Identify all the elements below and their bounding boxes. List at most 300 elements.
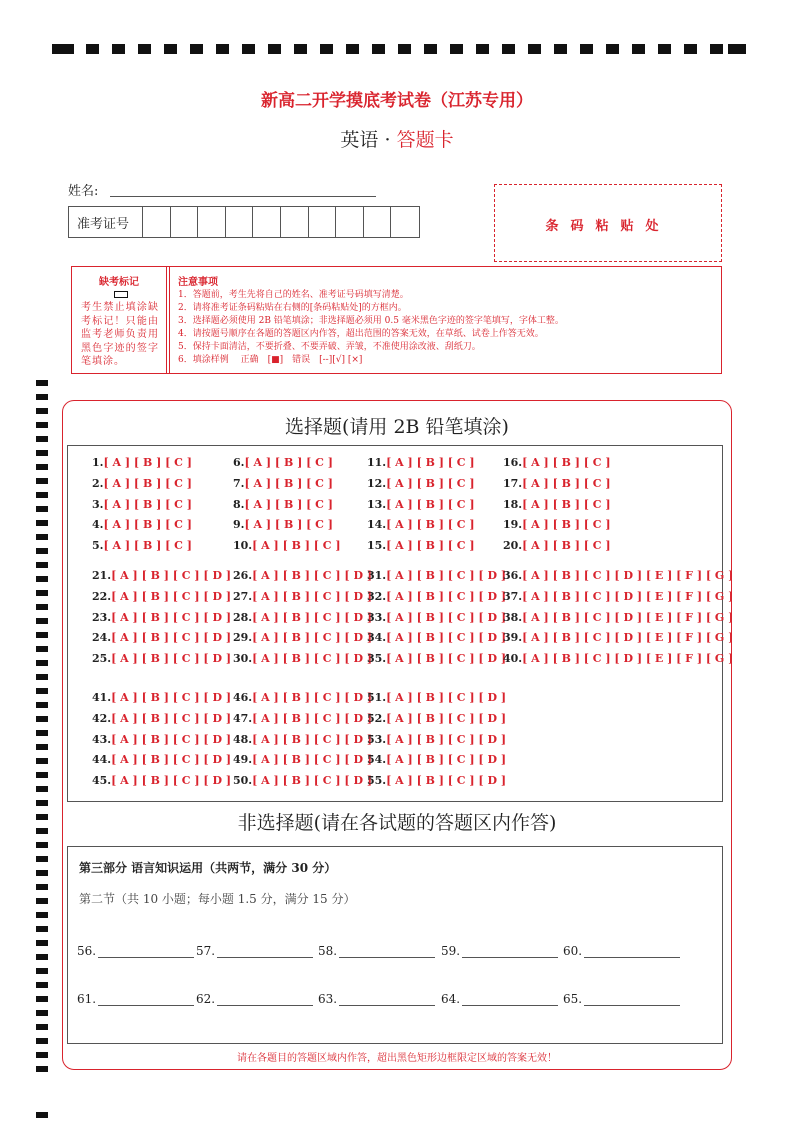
question-item[interactable] — [367, 611, 506, 624]
question-item[interactable] — [233, 518, 333, 531]
answer-blank — [196, 992, 313, 1006]
timing-mark — [190, 44, 203, 54]
question-item[interactable] — [92, 611, 231, 624]
question-number: 10. — [233, 539, 253, 553]
answer-options[interactable]: [ A ] [ B ] [ C ] [ D ] — [111, 753, 232, 767]
exam-title: 新高二开学摸底考试卷（江苏专用） — [261, 91, 533, 111]
question-number: 21. — [92, 569, 112, 582]
timing-mark — [36, 562, 48, 568]
answer-options[interactable]: [ A ] [ B ] [ C ] — [103, 456, 192, 469]
answer-options[interactable]: [ A ] [ B ] [ C ] — [244, 476, 333, 490]
question-item[interactable] — [503, 590, 733, 603]
timing-mark — [554, 44, 567, 54]
timing-mark — [36, 646, 48, 652]
question-item[interactable] — [367, 733, 506, 746]
question-item[interactable] — [503, 652, 733, 665]
question-number: 6. — [233, 456, 245, 469]
blank-number: 57. — [196, 944, 216, 958]
timing-mark — [502, 44, 515, 54]
question-number: 40. — [503, 652, 523, 666]
question-number: 30. — [233, 652, 253, 666]
blank-number: 59. — [441, 944, 461, 958]
question-item[interactable] — [233, 477, 333, 490]
timing-mark — [36, 898, 48, 904]
question-number: 44. — [92, 753, 112, 767]
answer-blank — [77, 992, 194, 1006]
notice-line: 5．保持卡面清洁，不要折叠、不要弄破、弄皱，不准使用涂改液、刮纸刀。 — [178, 342, 481, 352]
question-item[interactable] — [367, 774, 506, 787]
question-number: 16. — [503, 456, 523, 469]
question-item[interactable] — [367, 477, 475, 490]
question-number: 51. — [367, 691, 387, 704]
answer-options[interactable]: [ A ] [ B ] [ C ] [ D ] — [386, 753, 507, 767]
timing-mark — [580, 44, 593, 54]
question-item[interactable] — [92, 590, 231, 603]
answer-options[interactable]: [ A ] [ B ] [ C ] — [244, 456, 333, 469]
question-number: 1. — [92, 456, 104, 469]
timing-mark — [36, 1038, 48, 1044]
answer-options[interactable]: [ A ] [ B ] [ C ] [ D ] — [111, 569, 232, 582]
question-number: 47. — [233, 711, 253, 725]
question-number: 8. — [233, 497, 245, 511]
blank-number: 65. — [563, 992, 583, 1006]
answer-options[interactable]: [ A ] [ B ] [ C ] [ D ] — [386, 691, 507, 704]
answer-options[interactable]: [ A ] [ B ] [ C ] [ D ] — [252, 691, 373, 704]
answer-options[interactable]: [ A ] [ B ] [ C ] — [522, 497, 611, 511]
answer-options[interactable]: [ A ] [ B ] [ C ] [ D ] — [111, 652, 232, 666]
timing-mark — [36, 478, 48, 484]
answer-options[interactable]: [ A ] [ B ] [ C ] [ D ] — [111, 610, 232, 624]
exam-id-cell[interactable] — [225, 207, 226, 237]
question-number: 11. — [367, 456, 387, 469]
card-subtitle — [0, 125, 794, 152]
question-number: 3. — [92, 497, 104, 511]
question-item[interactable] — [367, 498, 475, 511]
blank-input-line[interactable] — [98, 946, 194, 958]
question-item[interactable] — [367, 631, 506, 644]
answer-blank — [318, 944, 435, 958]
exam-id-cell[interactable] — [308, 207, 309, 237]
answer-options[interactable]: [ A ] [ B ] [ C ] — [244, 518, 333, 532]
card-label: 答题卡 — [396, 129, 454, 151]
absent-mark-box[interactable] — [114, 291, 128, 298]
blank-input-line[interactable] — [339, 994, 435, 1006]
question-item[interactable] — [503, 611, 733, 624]
timing-mark — [36, 800, 48, 806]
answer-options[interactable]: [ A ] [ B ] [ C ] [ D ] — [252, 652, 373, 666]
question-item[interactable] — [92, 733, 231, 746]
answer-options[interactable]: [ A ] [ B ] [ C ] [ D ] — [111, 691, 232, 704]
absent-mark-desc: 考生禁止填涂缺考标记！只能由监考老师负责用黑色字迹的签字笔填涂。 — [81, 302, 159, 367]
answer-options[interactable]: [ A ] [ B ] [ C ] — [103, 539, 192, 553]
timing-mark — [36, 716, 48, 722]
answer-blank — [563, 944, 680, 958]
question-number: 26. — [233, 569, 253, 582]
question-item[interactable] — [367, 712, 506, 725]
question-item[interactable] — [503, 539, 611, 552]
question-number: 46. — [233, 691, 253, 704]
timing-mark — [52, 44, 74, 54]
answer-blank — [441, 944, 558, 958]
exam-id-cell[interactable] — [252, 207, 253, 237]
question-number: 18. — [503, 497, 523, 511]
answer-options[interactable]: [ A ] [ B ] [ C ] [ D ] — [252, 631, 373, 645]
blank-input-line[interactable] — [584, 946, 680, 958]
timing-mark — [476, 44, 489, 54]
question-number: 37. — [503, 589, 523, 603]
blank-input-line[interactable] — [462, 994, 558, 1006]
answer-options[interactable]: [ A ] [ B ] [ C ] [ D ] — [252, 610, 373, 624]
timing-marks-top — [52, 44, 746, 56]
question-number: 12. — [367, 476, 387, 490]
timing-mark — [36, 926, 48, 932]
notice-divider — [169, 267, 170, 373]
timing-mark — [632, 44, 645, 54]
timing-mark — [450, 44, 463, 54]
question-number: 9. — [233, 518, 245, 532]
question-item[interactable] — [233, 774, 372, 787]
timing-mark — [36, 1010, 48, 1016]
exam-id-box — [68, 206, 420, 238]
absent-mark-title: 缺考标记 — [99, 277, 139, 288]
answer-blank — [318, 992, 435, 1006]
answer-options[interactable]: [ A ] [ B ] [ C ] [ D ] — [252, 589, 373, 603]
timing-mark — [36, 604, 48, 610]
answer-options[interactable]: [ A ] [ B ] [ C ] [ D ] — [252, 753, 373, 767]
question-item[interactable] — [233, 590, 372, 603]
answer-options[interactable]: [ A ] [ B ] [ C ] [ D ] — [386, 569, 507, 582]
answer-options[interactable]: [ A ] [ B ] [ C ] [ D ] — [386, 631, 507, 645]
timing-mark — [36, 1066, 48, 1072]
answer-options[interactable]: [ A ] [ B ] [ C ] [ D ] — [386, 589, 507, 603]
answer-blank — [77, 944, 194, 958]
answer-options[interactable]: [ A ] [ B ] [ C ] — [252, 539, 341, 553]
answer-options[interactable]: [ A ] [ B ] [ C ] — [522, 476, 611, 490]
timing-mark — [36, 884, 48, 890]
blank-input-line[interactable] — [339, 946, 435, 958]
question-item[interactable] — [92, 753, 231, 766]
timing-mark — [138, 44, 151, 54]
question-item[interactable] — [233, 456, 333, 469]
barcode-area — [494, 184, 722, 262]
notice-line: 3．选择题必须使用 2B 铅笔填涂；非选择题必须用 0.5 毫米黑色字迹的签字笔填写，字体工整。 — [178, 316, 564, 326]
question-number: 55. — [367, 774, 387, 788]
question-item[interactable] — [92, 539, 192, 552]
timing-mark — [36, 786, 48, 792]
question-number: 36. — [503, 569, 523, 582]
exam-id-cell[interactable] — [280, 207, 281, 237]
exam-id-cell[interactable] — [335, 207, 336, 237]
answer-blank — [441, 992, 558, 1006]
answer-options[interactable]: [ A ] [ B ] [ C ] — [522, 456, 611, 469]
blank-number: 61. — [77, 992, 97, 1006]
answer-options[interactable]: [ A ] [ B ] [ C ] [ D ] — [386, 732, 507, 746]
question-item[interactable] — [233, 691, 372, 704]
part-title: 第三部分 语言知识运用（共两节，满分 30 分） — [79, 861, 337, 875]
choice-section-title: 选择题(请用 2B 铅笔填涂) — [285, 416, 509, 438]
answer-options[interactable]: [ A ] [ B ] [ C ] — [386, 476, 475, 490]
question-item[interactable] — [92, 652, 231, 665]
question-number: 48. — [233, 732, 253, 746]
answer-options[interactable]: [ A ] [ B ] [ C ] [ D ] [ E ] [ F ] [ G ] — [522, 610, 734, 624]
notice-line: 2．请将准考证条码粘贴在右侧的[条码粘贴处]的方框内。 — [178, 303, 407, 313]
timing-mark — [658, 44, 671, 54]
question-number: 24. — [92, 631, 112, 645]
question-item[interactable] — [233, 712, 372, 725]
question-item[interactable] — [92, 477, 192, 490]
question-number: 54. — [367, 753, 387, 767]
timing-mark — [684, 44, 697, 54]
exam-id-label: 准考证号 — [77, 217, 130, 232]
question-item[interactable] — [92, 569, 231, 582]
timing-mark — [36, 870, 48, 876]
footer-note: 请在各题目的答题区域内作答，超出黑色矩形边框限定区域的答案无效！ — [237, 1053, 557, 1064]
timing-mark — [606, 44, 619, 54]
blank-number: 56. — [77, 944, 97, 958]
section-desc: 第二节（共 10 小题；每小题 1.5 分，满分 15 分） — [79, 892, 356, 906]
blank-input-line[interactable] — [217, 994, 313, 1006]
question-number: 13. — [367, 497, 387, 511]
timing-mark — [36, 450, 48, 456]
question-item[interactable] — [367, 753, 506, 766]
question-number: 32. — [367, 589, 387, 603]
timing-mark — [36, 744, 48, 750]
answer-options[interactable]: [ A ] [ B ] [ C ] — [386, 518, 475, 532]
question-item[interactable] — [503, 456, 611, 469]
question-item[interactable] — [92, 774, 231, 787]
blank-number: 60. — [563, 944, 583, 958]
timing-mark — [710, 44, 723, 54]
question-number: 41. — [92, 691, 112, 704]
nonchoice-section-title: 非选择题(请在各试题的答题区内作答) — [237, 812, 557, 834]
answer-options[interactable]: [ A ] [ B ] [ C ] — [522, 518, 611, 532]
timing-mark — [36, 492, 48, 498]
name-label: 姓名: — [68, 184, 99, 199]
question-number: 23. — [92, 610, 112, 624]
answer-options[interactable]: [ A ] [ B ] [ C ] — [103, 476, 192, 490]
question-item[interactable] — [367, 652, 506, 665]
answer-options[interactable]: [ A ] [ B ] [ C ] [ D ] [ E ] [ F ] [ G ] — [522, 631, 734, 645]
notice-title: 注意事项 — [178, 277, 218, 288]
question-number: 17. — [503, 476, 523, 490]
timing-mark — [36, 940, 48, 946]
blank-input-line[interactable] — [584, 994, 680, 1006]
answer-options[interactable]: [ A ] [ B ] [ C ] — [386, 539, 475, 553]
question-item[interactable] — [503, 518, 611, 531]
question-number: 14. — [367, 518, 387, 532]
question-item[interactable] — [92, 498, 192, 511]
timing-mark — [728, 44, 746, 54]
question-number: 27. — [233, 589, 253, 603]
blank-input-line[interactable] — [462, 946, 558, 958]
question-item[interactable] — [367, 518, 475, 531]
question-number: 50. — [233, 774, 253, 788]
question-item[interactable] — [503, 477, 611, 490]
question-number: 39. — [503, 631, 523, 645]
question-number: 19. — [503, 518, 523, 532]
question-item[interactable] — [503, 498, 611, 511]
question-number: 38. — [503, 610, 523, 624]
question-number: 28. — [233, 610, 253, 624]
blank-number: 63. — [318, 992, 338, 1006]
answer-options[interactable]: [ A ] [ B ] [ C ] — [103, 518, 192, 532]
timing-mark — [268, 44, 281, 54]
exam-id-cell[interactable] — [142, 207, 143, 237]
timing-mark — [528, 44, 541, 54]
answer-options[interactable]: [ A ] [ B ] [ C ] — [103, 497, 192, 511]
question-number: 4. — [92, 518, 104, 532]
timing-mark — [36, 688, 48, 694]
answer-options[interactable]: [ A ] [ B ] [ C ] — [244, 497, 333, 511]
question-number: 42. — [92, 711, 112, 725]
timing-mark — [36, 590, 48, 596]
answer-options[interactable]: [ A ] [ B ] [ C ] [ D ] — [111, 589, 232, 603]
notice-box — [71, 266, 722, 374]
question-number: 45. — [92, 774, 112, 788]
blank-number: 64. — [441, 992, 461, 1006]
answer-options[interactable]: [ A ] [ B ] [ C ] [ D ] — [386, 711, 507, 725]
answer-options[interactable]: [ A ] [ B ] [ C ] [ D ] [ E ] [ F ] [ G ] — [522, 652, 734, 666]
question-item[interactable] — [233, 631, 372, 644]
timing-mark — [36, 996, 48, 1002]
answer-options[interactable]: [ A ] [ B ] [ C ] [ D ] — [111, 774, 232, 788]
question-item[interactable] — [367, 456, 475, 469]
timing-mark — [86, 44, 99, 54]
question-number: 15. — [367, 539, 387, 553]
timing-mark — [36, 534, 48, 540]
timing-mark — [294, 44, 307, 54]
timing-mark — [36, 912, 48, 918]
question-number: 31. — [367, 569, 387, 582]
timing-mark — [36, 982, 48, 988]
answer-options[interactable]: [ A ] [ B ] [ C ] [ D ] — [111, 711, 232, 725]
answer-options[interactable]: [ A ] [ B ] [ C ] [ D ] — [111, 631, 232, 645]
timing-mark — [36, 856, 48, 862]
question-item[interactable] — [233, 611, 372, 624]
answer-options[interactable]: [ A ] [ B ] [ C ] [ D ] — [386, 610, 507, 624]
question-item[interactable] — [233, 753, 372, 766]
question-item[interactable] — [233, 733, 372, 746]
question-item[interactable] — [92, 712, 231, 725]
question-item[interactable] — [503, 569, 733, 582]
answer-options[interactable]: [ A ] [ B ] [ C ] [ D ] — [252, 711, 373, 725]
timing-marks-left — [36, 380, 50, 1120]
timing-mark — [36, 1024, 48, 1030]
question-item[interactable] — [92, 518, 192, 531]
blank-number: 58. — [318, 944, 338, 958]
question-number: 34. — [367, 631, 387, 645]
timing-mark — [36, 954, 48, 960]
timing-mark — [36, 394, 48, 400]
answer-options[interactable]: [ A ] [ B ] [ C ] [ D ] [ E ] [ F ] [ G ] — [522, 569, 734, 582]
barcode-label: 条码粘贴处 — [545, 219, 671, 234]
timing-mark — [320, 44, 333, 54]
answer-options[interactable]: [ A ] [ B ] [ C ] [ D ] [ E ] [ F ] [ G ] — [522, 589, 734, 603]
question-number: 53. — [367, 732, 387, 746]
question-item[interactable] — [233, 569, 372, 582]
timing-mark — [346, 44, 359, 54]
answer-options[interactable]: [ A ] [ B ] [ C ] [ D ] — [386, 652, 507, 666]
timing-mark — [36, 772, 48, 778]
blank-input-line[interactable] — [98, 994, 194, 1006]
question-item[interactable] — [92, 456, 192, 469]
question-item[interactable] — [92, 691, 231, 704]
timing-mark — [242, 44, 255, 54]
exam-id-cell[interactable] — [390, 207, 391, 237]
answer-options[interactable]: [ A ] [ B ] [ C ] — [386, 456, 475, 469]
question-item[interactable] — [503, 631, 733, 644]
question-number: 35. — [367, 652, 387, 666]
question-number: 43. — [92, 732, 112, 746]
answer-options[interactable]: [ A ] [ B ] [ C ] [ D ] — [386, 774, 507, 788]
question-number: 2. — [92, 476, 104, 490]
question-number: 52. — [367, 711, 387, 725]
answer-options[interactable]: [ A ] [ B ] [ C ] [ D ] — [252, 774, 373, 788]
timing-mark — [36, 464, 48, 470]
name-input-line[interactable] — [110, 196, 376, 197]
timing-mark — [36, 1112, 48, 1118]
timing-mark — [372, 44, 385, 54]
timing-mark — [36, 548, 48, 554]
question-item[interactable] — [233, 498, 333, 511]
question-item[interactable] — [367, 691, 506, 704]
separator: · — [384, 129, 391, 151]
question-number: 5. — [92, 539, 104, 553]
timing-mark — [36, 842, 48, 848]
question-item[interactable] — [367, 590, 506, 603]
timing-mark — [398, 44, 411, 54]
question-item[interactable] — [233, 539, 341, 552]
question-number: 20. — [503, 539, 523, 553]
timing-mark — [36, 520, 48, 526]
timing-mark — [36, 576, 48, 582]
answer-options[interactable]: [ A ] [ B ] [ C ] [ D ] — [252, 732, 373, 746]
timing-mark — [36, 506, 48, 512]
question-item[interactable] — [233, 652, 372, 665]
timing-mark — [36, 660, 48, 666]
timing-mark — [36, 702, 48, 708]
answer-options[interactable]: [ A ] [ B ] [ C ] [ D ] — [252, 569, 373, 582]
timing-mark — [36, 674, 48, 680]
exam-id-cell[interactable] — [170, 207, 171, 237]
timing-mark — [424, 44, 437, 54]
timing-mark — [36, 758, 48, 764]
question-item[interactable] — [92, 631, 231, 644]
subject-label: 英语 — [340, 129, 379, 151]
timing-mark — [216, 44, 229, 54]
question-item[interactable] — [367, 569, 506, 582]
timing-mark — [36, 968, 48, 974]
answer-options[interactable]: [ A ] [ B ] [ C ] [ D ] — [111, 732, 232, 746]
answer-blank — [196, 944, 313, 958]
notice-line: 6．填涂样例 正确 [■] 错误 [--][√] [×] — [178, 355, 363, 365]
timing-mark — [112, 44, 125, 54]
question-number: 7. — [233, 476, 245, 490]
question-number: 22. — [92, 589, 112, 603]
timing-mark — [36, 730, 48, 736]
answer-options[interactable]: [ A ] [ B ] [ C ] — [386, 497, 475, 511]
notice-line: 1．答题前，考生先将自己的姓名、准考证号码填写清楚。 — [178, 290, 409, 300]
timing-mark — [36, 380, 48, 386]
question-number: 29. — [233, 631, 253, 645]
question-item[interactable] — [367, 539, 475, 552]
exam-id-cell[interactable] — [197, 207, 198, 237]
answer-options[interactable]: [ A ] [ B ] [ C ] — [522, 539, 611, 553]
exam-id-cell[interactable] — [363, 207, 364, 237]
question-number: 25. — [92, 652, 112, 666]
blank-input-line[interactable] — [217, 946, 313, 958]
timing-mark — [36, 618, 48, 624]
